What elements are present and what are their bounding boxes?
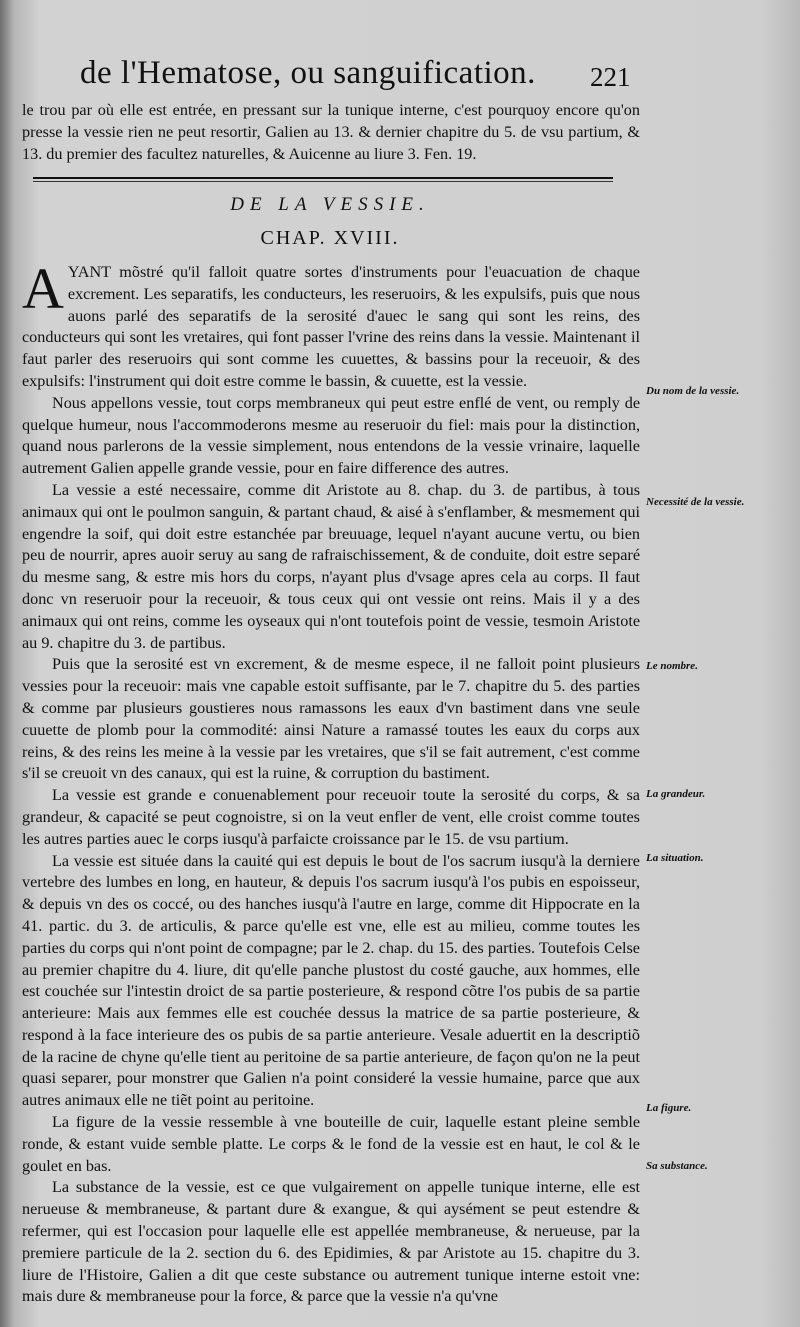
- margin-note: Necessité de la vessie.: [646, 496, 745, 508]
- chapter-body: [22, 256, 640, 1308]
- chapter-heading: CHAP. XVIII.: [260, 227, 400, 249]
- section-rule-thin: [33, 181, 613, 182]
- section-rule: [33, 177, 613, 179]
- margin-note: La grandeur.: [646, 788, 706, 800]
- paragraph: La vessie est grande e conuenablement pour receuoir toute la serosité du corps, & sa grandeur, & capacité se peut cognoistre, si on la veut enfler de vent, elle croist comme toutes les autres parties auec le corps iusqu'à parfaicte croissance par le 15. de vsu partium.: [22, 786, 640, 848]
- drop-cap: A: [22, 256, 64, 321]
- paragraph: Puis que la serosité est vn excrement, & de mesme espece, il ne falloit point plusieurs vessies pour la receuoir: mais vne capable estoit suffisante, par le 7. chapitre du 5. des parties & comme par plusieurs goustieres nous ramassons les eaux d'vn bastiment dans vne seule cuuette de plomb pour la commodité: ainsi Nature a ramassé toutes les eaux du corps aux reins, & des reins les meine à la vessie par les vretaires, que s'il se fait autrement, c'est comme s'il se creuoit vn des canaux, qui est la ruine, & corruption du bastiment.: [22, 655, 640, 783]
- running-title: de l'Hematose, ou sanguification.: [80, 55, 536, 91]
- margin-note: La situation.: [646, 852, 704, 864]
- section-title: DE LA VESSIE.: [230, 194, 430, 215]
- margin-note: Sa substance.: [646, 1160, 708, 1172]
- opening-text: [22, 100, 640, 165]
- page-number: 221: [590, 62, 631, 92]
- paragraph: La vessie a esté necessaire, comme dit Aristote au 8. chap. du 3. de partibus, à tous animaux qui ont le poulmon sanguin, & partant chaud, & aisé à s'enflamber, & mesmement qui engendre la soif, qui doit estre estanchée par breuuage, lequel n'ayant aucune vertu, ou bien peu de nourrir, apres auoir seruy au sang de rafraischissement, & de conduite, doit estre separé du mesme sang, & estre mis hors du corps, n'ayant plus d'vsage apres cela au corps. Il faut donc vn reseruoir pour la receuoir, & tous ceux qui ont vessie ont reins. Mais il y a des animaux qui ont reins, comme les oyseaux qui n'ont toutefois point de vessie, tesmoin Aristote au 9. chapitre du 3. de partibus.: [22, 480, 640, 652]
- paragraph: Nous appellons vessie, tout corps membraneux qui peut estre enflé de vent, ou remply de quelque humeur, nous l'accommoderons mesme au reseruoir du fiel: mais pour la distinction, quand nous parlerons de la vessie simplement, nous entendons de la vessie vrinaire, laquelle autrement Galien appelle grande vessie, pour en faire difference des autres.: [22, 393, 640, 478]
- paragraph: [22, 256, 640, 393]
- paragraph: La vessie est située dans la cauité qui est depuis le bout de l'os sacrum iusqu'à la derniere vertebre des lumbes en long, en hauteur, & depuis l'os sacrum iusqu'à l'os pubis en espoisseur, & depuis vn des os coccé, ou des hanches iusqu'à l'autre en large, comme dit Hippocrate en la 41. partic. du 3. de articulis, & parce qu'elle est vne, elle est au milieu, comme toutes les parties du corps qui n'ont point de compagne; par le 2. chap. du 15. des parties. Toutefois Celse au premier chapitre du 4. liure, dit qu'elle panche plustost du costé gauche, aux hommes, elle est couchée sur l'intestin droict de sa partie posterieure, & respond cõtre l'os pubis de sa partie anterieure: Mais aux femmes elle est couchée dessus la matrice de sa partie posterieure, & respond à la face interieure des os pubis de sa partie anterieure. Vesale aduertit en la descriptiõ de la racine de chyne qu'elle tient au peritoine de sa partie anterieure, de façon qu'on ne la peut quasi separer, pour monstrer que Galien n'a point consideré la vessie humaine, parce que aux autres animaux elle ne tiẽt point au peritoine.: [22, 851, 640, 1110]
- paragraph-text: YANT mõstré qu'il falloit quatre sortes d'instruments pour l'euacuation de chaque excrement. Les separatifs, les conducteurs, les reseruoirs, & les expulsifs, puis que nous auons parlé des separatifs de la serosité d'auec le sang qui sont les reins, des conducteurs qui sont les vretaires, qui font passer l'vrine des reins dans la vessie. Maintenant il faut parler des reseruoirs qui sont comme les cuuettes, & bassins pour la receuoir, & des expulsifs: l'instrument qui doit estre comme le bassin, & cuuette, est la vessie.: [22, 263, 640, 390]
- margin-note: Le nombre.: [646, 660, 698, 672]
- margin-note: Du nom de la vessie.: [646, 385, 740, 397]
- margin-note: La figure.: [646, 1102, 692, 1114]
- paragraph: La substance de la vessie, est ce que vulgairement on appelle tunique interne, elle est nerueuse & membraneuse, & partant dure & exangue, & qui aysément se peut estendre & refermer, qui est l'occasion pour laquelle elle est appellée membraneuse, & nerueuse, par la premiere particule de la 2. section du 6. des Epidimies, & par Aristote au 15. chapitre du 3. liure de l'Histoire, Galien a dit que ceste substance ou autrement tunique interne estoit vne: mais dure & membraneuse pour la force, & parce que la vessie n'a qu'vne: [22, 1178, 640, 1306]
- opening-paragraph: le trou par où elle est entrée, en pressant sur la tunique interne, c'est pourquoy encore qu'on presse la vessie rien ne peut resortir, Galien au 13. & dernier chapitre du 5. de vsu partium, & 13. du premier des facultez naturelles, & Auicenne au liure 3. Fen. 19.: [22, 101, 640, 163]
- paragraph: La figure de la vessie ressemble à vne bouteille de cuir, laquelle estant pleine semble ronde, & estant vuide semble platte. Le corps & le fond de la vessie est en haut, le col & le goulet en bas.: [22, 1113, 640, 1175]
